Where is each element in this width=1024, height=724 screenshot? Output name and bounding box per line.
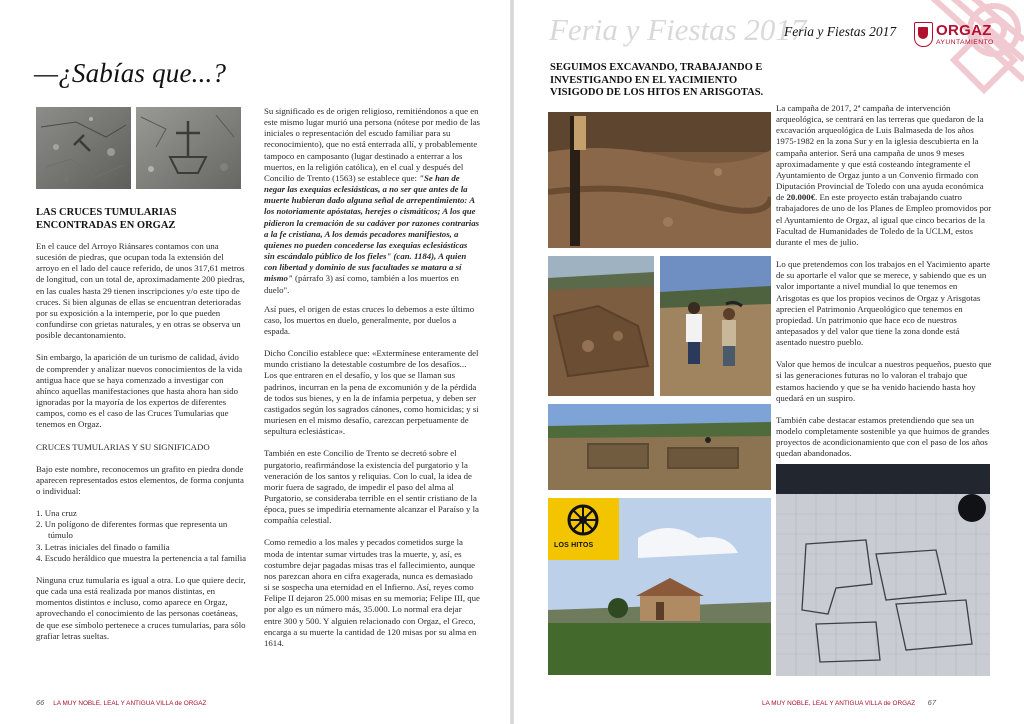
banner-title: Feria y Fiestas 2017 — [784, 24, 897, 39]
site-plan-photo — [776, 464, 990, 676]
los-hitos-label: LOS HITOS — [554, 542, 594, 549]
council-quote: "Se han de negar las exequias eclesiásticas, a no ser que antes de la muerte hubieran dado alguna señal de arrepentimiento: A los notoriamente apóstatas, herejes o cismáticos; A los que pidieron la cremación de su cadáver por razones contrarias a la fe cristiana, A los demás pecadores manifiestos, a quienes no pueden concederse las exequias eclesiásticas sin escándalo público de los fieles" (can. 1184), A quien con libertad y dominio de sus facultades se matara a sí mismo" — [264, 172, 480, 284]
sub-heading: CRUCES TUMULARIAS Y SU SIGNIFICADO — [36, 441, 210, 452]
list-item: 1. Una cruz — [36, 508, 77, 519]
section-title: LAS CRUCES TUMULARIAS ENCONTRADAS EN ORGAZ — [36, 207, 177, 231]
footer-text: LA MUY NOBLE, LEAL Y ANTIGUA VILLA de ORGAZ — [762, 700, 916, 707]
text-column-1 — [36, 241, 248, 653]
banner-ghost-title: Feria y Fiestas 2017 — [549, 12, 807, 47]
paragraph: También cabe destacar estamos pretendiendo que sea un modelo completamente sostenible ya que huimos de grandes proyectos de acondicionamiento que con el paso de los años quedan abandonados. — [776, 414, 990, 459]
logo-subtitle: AYUNTAMIENTO — [936, 39, 994, 46]
list-item: 3. Letras iniciales del finado o familia — [36, 541, 170, 552]
footer-left — [36, 698, 206, 707]
paragraph: Ninguna cruz tumularia es igual a otra. Lo que quiere decir, que cada una está realizada por manos distintas, en momentos distintos e incluso, como aparece en Orgaz, aprovechando el conocimiento de las personas coetáneas, de que ese símbolo pertenece a cruces tumularias, para sólo grafiar letras sueltas. — [36, 574, 246, 641]
amount: 20.000€ — [786, 192, 816, 203]
footer-right — [762, 698, 936, 707]
paragraph: Sin embargo, la aparición de un turismo de calidad, ávido de comprender y analizar nuevos conocimientos de la vida antigua hace que se haya comenzado a investigar con ahínco aquellas manifestaciones que hasta ahora han sido ignoradas por la mayoría de los expertos de diferentes campos, como es el caso de las Cruces Tumularias que tenemos en Orgaz. — [36, 352, 243, 430]
paragraph: Como remedio a los males y pecados cometidos surge la moda de intentar sumar virtudes tras la muerte, y, así, es costumbre dejar pagadas misas tras el fallecimiento, aunque nos parezcan ahora en cifra exagerada, nunca es demasiado si se sospecha una eternidad en el Infierno. Así, reyes como Felipe II dejaron 25.000 misas en su memoria; Felipe III, que por algo es un número más, 35.000. Lo normal era dejar entre 300 y 500. Y alguien relacionado con Orgaz, el Greco, encarga a su muerte la cantidad de 120 misas por su alma en 1614. — [264, 537, 480, 648]
text: Su significado es de origen religioso, remitiéndonos a que en este mismo lugar murió una persona (nótese por medio de las iniciales o representación del escudo familiar para su reconocimiento), que no está enterrada allí, y probablemente tampoco en camposanto (lugar destinado a enterrar a los muertos, en la religión católica), en el cual y después del Concilio de Trento (1563) se establece que: — [264, 106, 480, 183]
paragraph — [776, 103, 992, 248]
paragraph: También en este Concilio de Trento se decretó sobre el purgatorio, reafirmándose la existencia del purgatorio y la veneración de los santos y reliquias. Con lo cual, la idea de morir fuera de sagrado, de impedir el paso del alma al Purgatorio, se consideraba terrible en el sentir cristiano de la época, pues se impediría eternamente alcanzar el Paraíso y la compañía celestial. — [264, 448, 479, 526]
text: (párrafo 3) así como, también a los muertos en duelo". — [264, 273, 459, 295]
excavation-photo-3 — [660, 256, 771, 396]
excavation-photo-2 — [548, 256, 654, 396]
paragraph: Bajo este nombre, reconocemos un grafito en piedra donde aparecen representados estos elementos, de forma conjunta o individual: — [36, 463, 244, 496]
element-list — [36, 508, 248, 564]
excavation-photo-1 — [548, 112, 771, 248]
paragraph: Dicho Concilio establece que: «Extermínese enteramente del mundo cristiano la detestable costumbre de los desafíos... Los que entraren en el desafío, y los que se llaman sus padrinos, incurran en la pena de excomunión y de la pérdida de todos sus bienes, y en la de infamia perpetua, y deben ser castigados según los sagrados cánones, como homicidas; y si muriesen en el mismo desafío, carezcan perpetuamente de sepultura eclesiástica». — [264, 348, 479, 437]
text-column-2 — [264, 106, 480, 660]
text: La campaña de 2017, 2ª campaña de intervención arqueológica, se centrará en las terreras que quedaron de la excavación arqueológica de Luis Balmaseda de los años 1975-1982 en la zona Sur y en la iglesia descubierta en la campaña anterior. Será una campaña de unos 9 meses aproximadamente y que está costeando íntegramente el Ayuntamiento de Orgaz junto a un Convenio firmado con Diputación Provincial de Toledo con una ayuda económica de — [776, 103, 984, 203]
page-title: —¿Sabías que...? — [34, 58, 227, 88]
orgaz-logo — [914, 22, 994, 50]
paragraph: Así pues, el origen de estas cruces lo debemos a este último caso, los muertos en duelo, generalmente, por duelos a espada. — [264, 303, 475, 336]
stone-cross-photo-2 — [136, 107, 241, 189]
coat-of-arms-icon — [914, 22, 933, 47]
page-number: 67 — [927, 698, 936, 707]
church-photo — [548, 498, 771, 675]
paragraph: Valor que hemos de inculcar a nuestros pequeños, puesto que si las generaciones futuras no lo valoran el trabajo que estamos haciendo y que se ha venido haciendo hasta hoy quedará en un suspiro. — [776, 359, 992, 403]
right-page — [514, 0, 1024, 724]
article-column — [776, 103, 992, 471]
page-number: 66 — [36, 698, 45, 707]
list-item: 2. Un polígono de diferentes formas que representa un túmulo — [36, 519, 228, 541]
paragraph — [264, 106, 480, 296]
text: . En este proyecto están trabajando cuatro trabajadores de uno de los Planes de Empleo promovidos por el Ayuntamiento de Orgaz, al igual que cinco becarios de la Facultad de Humanidades de Toledo de la UCLM, estos durante el mes de julio. — [776, 192, 992, 247]
decorative-pattern — [834, 0, 1024, 115]
logo-name: ORGAZ — [936, 22, 992, 39]
article-title: SEGUIMOS EXCAVANDO, TRABAJANDO E INVESTIGANDO EN EL YACIMIENTO VISIGODO DE LOS HITOS EN ARISGOTAS. — [550, 62, 764, 98]
paragraph: Lo que pretendemos con los trabajos en el Yacimiento aparte de su aportarle el valor que se merece, y sabiendo que es un valor importante a nivel mundial lo que tenemos en Arisgotas es que los propios vecinos de Orgaz y Arisgotas aprecien el Patrimonio Arqueológico que tenemos en propiedad. Un patrimonio que hace eco de nuestros antepasados y del valor que tiene la zona donde está asentado nuestro pueblo. — [776, 259, 990, 348]
footer-text: LA MUY NOBLE, LEAL Y ANTIGUA VILLA de ORGAZ — [53, 700, 207, 707]
paragraph: En el cauce del Arroyo Riánsares contamos con una sucesión de piedras, que ocupan toda la extensión del arroyo en el lado del cauce referido, de unos 317,61 metros de longitud, con un total de, aproximadamente 200 piedras, en las cuales hasta 29 tienen inscripciones y/o este tipo de cruces. Si bien algunas de ellas se encuentran deterioradas por su exposición a la intemperie, por lo que pueden confundirse con grietas naturales, y en otras se observa un posible decantonamiento. — [36, 241, 245, 341]
stone-cross-photo-1 — [36, 107, 131, 189]
list-item: 4. Escudo heráldico que muestra la pertenencia a tal familia — [36, 552, 247, 563]
los-hitos-logo — [548, 498, 619, 560]
excavation-photo-4 — [548, 404, 771, 490]
left-page — [0, 0, 510, 724]
